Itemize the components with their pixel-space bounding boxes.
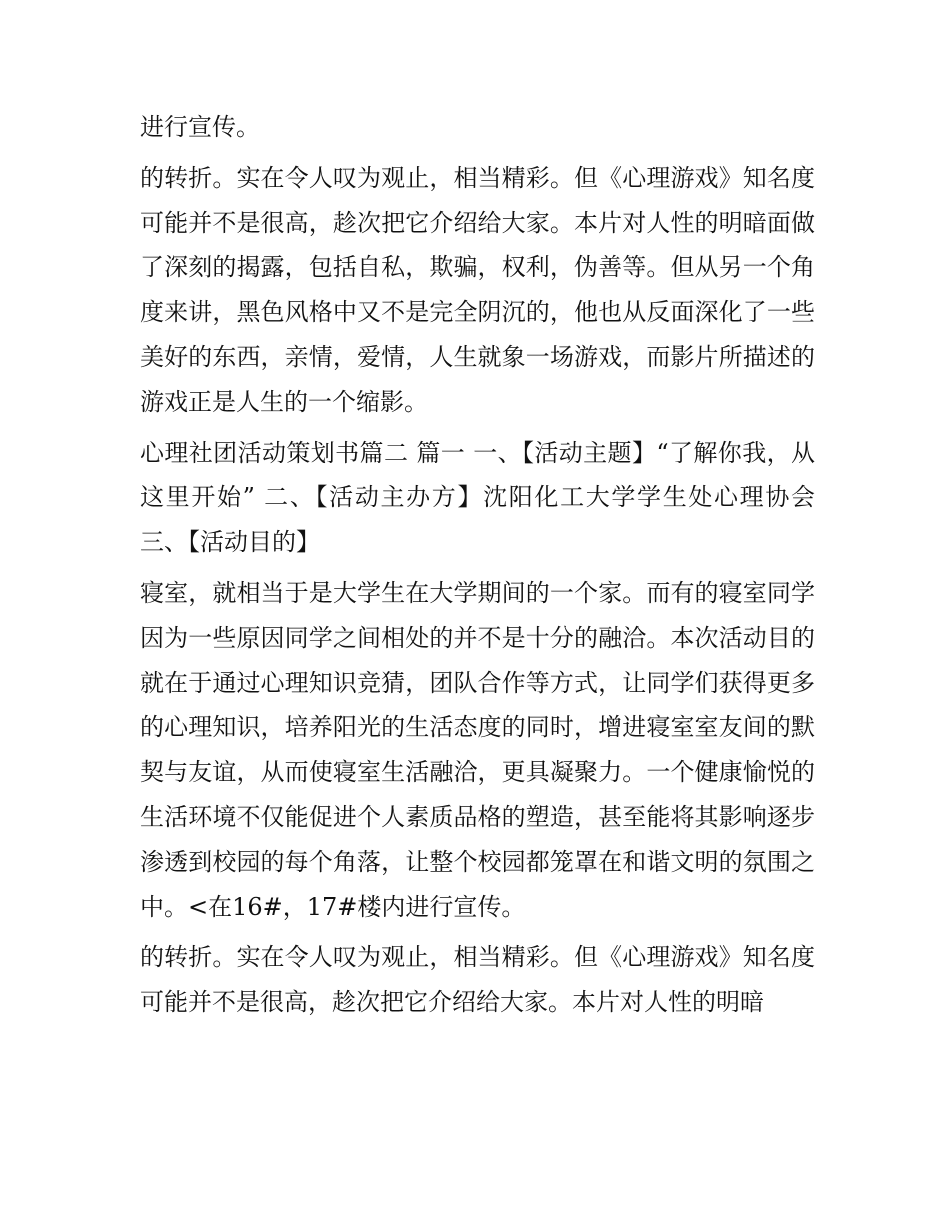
- paragraph-movie-review-repeat: 的转折。实在令人叹为观止，相当精彩。但《心理游戏》知名度可能并不是很高，趁次把它介绍给大家。本片对人性的明暗: [140, 943, 815, 1017]
- paragraph-plan-heading: 心理社团活动策划书篇二 篇一 一、【活动主题】“了解你我，从这里开始” 二、【活动主办方】沈阳化工大学学生处心理协会 三、【活动目的】: [140, 438, 815, 557]
- paragraph-activity-purpose: 寝室，就相当于是大学生在大学期间的一个家。而有的寝室同学因为一些原因同学之间相处的并不是十分的融洽。本次活动目的就在于通过心理知识竞猜，团队合作等方式，让同学们获得更多的心理知识，培养阳光的生活态度的同时，增进寝室室友间的默契与友谊，从而使寝室生活融洽，更具凝聚力。一个健康愉悦的生活环境不仅能促进个人素质品格的塑造，甚至能将其影响逐步渗透到校园的每个角落，让整个校园都笼罩在和谐文明的氛围之中。<在16#，17#楼内进行宣传。: [140, 578, 815, 921]
- paragraph-promotion: 进行宣传。: [140, 113, 260, 141]
- paragraph-movie-review: 的转折。实在令人叹为观止，相当精彩。但《心理游戏》知名度可能并不是很高，趁次把它介绍给大家。本片对人性的明暗面做了深刻的揭露，包括自私，欺骗，权利，伪善等。但从另一个角度来讲，黑色风格中又不是完全阴沉的，他也从反面深化了一些美好的东西，亲情，爱情，人生就象一场游戏，而影片所描述的游戏正是人生的一个缩影。: [140, 163, 815, 416]
- document-body: [140, 105, 815, 1025]
